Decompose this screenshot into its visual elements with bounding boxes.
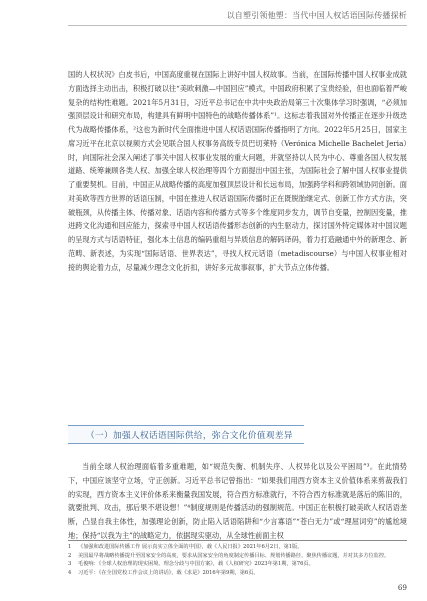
- footnote-rule: [68, 540, 407, 541]
- footnote: [68, 543, 407, 552]
- section-heading: （一）加强人权话语国际供给，弥合文化价值观差异: [86, 431, 293, 441]
- header-rule: [68, 25, 407, 26]
- footnote: [68, 569, 407, 578]
- paragraph-2: 当前全球人权治理面临着多重难题，如“规范失衡、机制失序、人权异化以及公平困局”³。在此情势下，中国应该坚守立场，守正创新。习近平总书记曾指出：“如果我们用西方资本主义价值体系来剪裁我们的实现，西方资本主义评价体系来衡量我国发展，符合西方标准就行，不符合西方标准就是落后的陈旧的，就要批判、攻击，那后果不堪设想！”⁴制度规则是传播活动的强制规范。中国正在积极打破美欧人权话语垄断，凸显自我主体性，加强理论创新，防止陷入话语陷阱和“少言寡语”“苍白无力”或“理屈词穷”的尴尬境地；保持“以我为主”的战略定力，依据现实驱动，从全球性前面主权: [68, 462, 407, 540]
- footnote: [68, 560, 407, 569]
- footnote-number: 1: [68, 544, 72, 550]
- footnote-number: 2: [68, 552, 72, 559]
- page-number: 69: [397, 583, 407, 592]
- section-heading-box: [68, 425, 304, 444]
- footnote-text: 《加强和改进国际传播工作 展示真实立体全面的中国》，载《人民日报》2021年6月2日，第1版。: [78, 544, 303, 550]
- footnotes: [68, 543, 407, 577]
- running-header: 以自塑引领他塑：当代中国人权话语国际传播探析: [226, 11, 407, 20]
- footnote-text: 习近平：《在全国党校工作会议上的讲话》，载《求是》2016年第9期，第6页。: [78, 569, 259, 576]
- footnote-text: 美国最早将战略传播提升至国家安全的高度，要求从国家安全的角度制定传播目标、规划传播路径、聚焦传播议题，并对其多方位监控。: [78, 552, 390, 559]
- footnote-number: 4: [68, 569, 72, 576]
- paragraph-1: 国的人权状况》白皮书后，中国高度重视在国际上讲好中国人权故事。当前，在国际传播中国人权事业成就方面选择主动出击，积极打破以往“美欧刺激—中国回应”模式，中国政府积累了宝贵经验，但也面临着严峻复杂的结构性难题。2021年5月31日，习近平总书记在中共中央政治局第三十次集体学习时强调，“必须加强顶层设计和研究布局，构建具有鲜明中国特色的战略传播体系”¹。这标志着我国对外传播正在逐步升级迭代为战略传播体系，²这也为新时代全面推进中国人权话语国际传播指明了方向。2022年5月25日，国家主席习近平在北京以视频方式会见联合国人权事务高级专员巴切莱特（Verónica Michelle Bachelet Jeria）时，向国际社会深入阐述了事关中国人权事业发展的重大问题，并就坚持以人民为中心、尊重各国人权发展道路、统筹兼顾各类人权、加强全球人权治理等四个方面提出中国主张，为国际社会了解中国人权事业提供了重要契机。目前，中国正从战略传播的高度加强顶层设计和长远布局，加强跨学科和跨领域协同创新。面对美欧等西方世界的话语压制，中国在推进人权话语国际传播时正在既脱胎继定式、创新工作方式方法，突破瓶颈，从传播主体、传播对象、话语内容和传播方式等多个维度同步发力，调节自变量，控制因变量，推进跨文化沟通和回应能力，探索寻中国人权话语传播形态创新的内生驱动力，探讨国外特定媒体对中国议题的呈现方式与话语特征，强化本土信息的编码重组与异质信息的解码译码，着力打造融通中外的新理念、新范畴、新表述，为实现“国际话语、世界表达”，寻找人权元话语（metadiscourse）与中国人权事业相对接的舆论着力点，尽量减少理念文化折扣，讲好多元故事叙事，扩大节点立体传播。: [68, 70, 407, 272]
- body-section-2: [68, 460, 407, 543]
- footnote: [68, 552, 407, 561]
- body-section-1: [68, 68, 407, 274]
- footnote-text: 毛俊响：《全球人权治理的现实困境、理念分歧与中国方案》，载《人权研究》2023年第1期，第76页。: [78, 561, 314, 568]
- footnote-number: 3: [68, 561, 72, 568]
